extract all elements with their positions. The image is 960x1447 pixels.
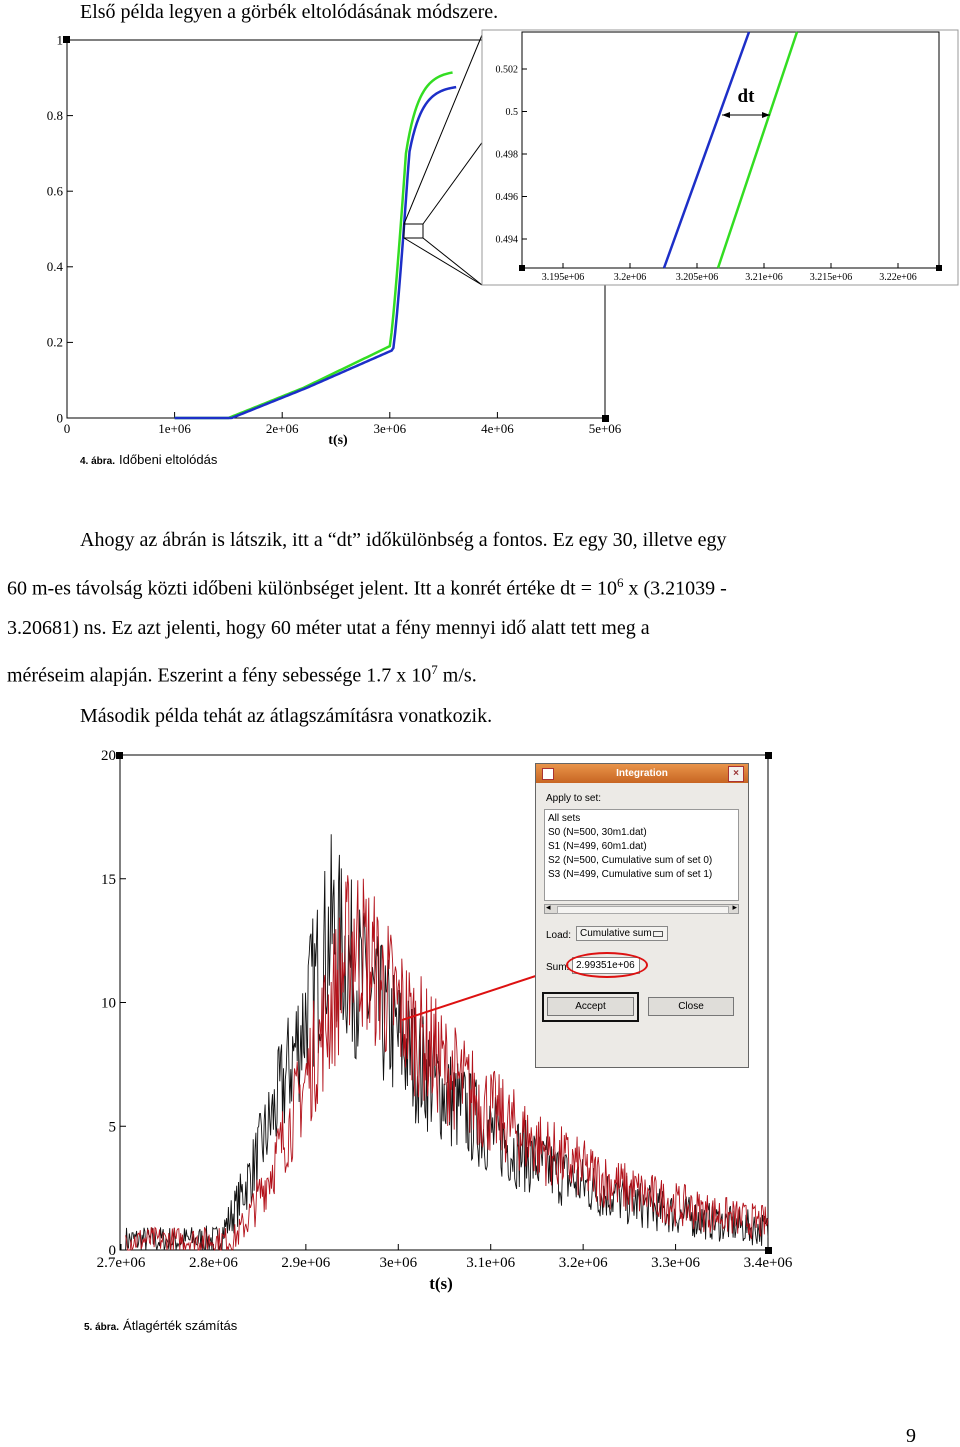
- fig4-ytick-label: 0.4: [46, 259, 63, 275]
- para1-line4: méréseim alapján. Eszerint a fény sebessége 1.7 x $10^7$ m/s.: [7, 662, 477, 687]
- figure-4: [0, 28, 960, 448]
- inset-ytick-label: 0.502: [495, 64, 518, 76]
- load-select[interactable]: Cumulative sum: [576, 926, 668, 941]
- horizontal-scrollbar[interactable]: [544, 904, 739, 914]
- fig4-xtick-label: 0: [63, 421, 71, 436]
- fig4-ytick-label: 0.2: [46, 334, 63, 350]
- fig5-xtick-label: 3.4e+06: [743, 1255, 793, 1271]
- fig5-ytick-label: 0: [108, 1243, 116, 1259]
- fig5-ytick-label: 15: [101, 871, 116, 888]
- fig5-xtick-label: 2.9e+06: [281, 1255, 331, 1271]
- fig4-xlabel: t(s): [328, 433, 348, 448]
- inset-ytick-label: 0.498: [495, 149, 518, 161]
- inset-ytick-label: 0.494: [495, 234, 518, 246]
- sum-label: Sum:: [546, 962, 570, 973]
- inset-plot: [482, 30, 958, 285]
- set-item[interactable]: S3 (N=499, Cumulative sum of set 1): [548, 869, 713, 880]
- para1-line1: Ahogy az ábrán is látszik, itt a “dt” időkülönbség a fontos. Ez egy 30, illetve egy: [80, 529, 727, 551]
- scroll-right-icon[interactable]: ▸: [732, 902, 737, 912]
- scroll-left-icon[interactable]: ◂: [546, 902, 551, 912]
- fig4-ytick-label: 0.8: [46, 107, 63, 123]
- fig4-ytick-label: 0: [56, 410, 63, 426]
- zoom-box: [404, 224, 423, 238]
- dialog-title: Integration: [616, 768, 668, 779]
- fig4-xtick-label: 2e+06: [265, 421, 299, 436]
- inset-xtick-label: 3.2e+06: [613, 272, 647, 283]
- inset-xtick-label: 3.215e+06: [809, 272, 853, 283]
- para2: Második példa tehát az átlagszámításra vonatkozik.: [80, 705, 493, 727]
- load-label: Load:: [546, 930, 572, 941]
- fig5-xtick-label: 2.8e+06: [188, 1255, 238, 1271]
- scroll-thumb[interactable]: [557, 906, 729, 914]
- inset-xtick-label: 3.22e+06: [879, 272, 917, 283]
- fig5-caption-num: 5. ábra.: [84, 1322, 120, 1333]
- dropdown-icon: [653, 931, 663, 937]
- fig5-xtick-label: 3e+06: [379, 1255, 418, 1271]
- fig4-green-series: [175, 72, 453, 418]
- set-item[interactable]: All sets: [548, 813, 581, 824]
- close-button[interactable]: Close: [648, 997, 734, 1016]
- sum-field[interactable]: 2.99351e+06: [572, 957, 640, 974]
- fig4-xtick-label: 3e+06: [373, 421, 407, 436]
- fig4-caption-num: 4. ábra.: [80, 456, 116, 467]
- fig4-xtick-label: 5e+06: [588, 421, 622, 436]
- fig4-ytick-label: 0.6: [46, 183, 63, 199]
- fig5-caption-text: Átlagérték számítás: [123, 1318, 238, 1333]
- dt-annotation: dt: [737, 86, 755, 107]
- integration-dialog: [535, 763, 749, 1068]
- inset-ytick-label: 0.496: [495, 191, 518, 203]
- dialog-titlebar: [536, 764, 748, 783]
- fig4-xtick-label: 1e+06: [158, 421, 191, 436]
- fig5-xtick-label: 2.7e+06: [96, 1255, 146, 1271]
- fig4-ytick-label: 1: [56, 32, 63, 48]
- fig5-ytick-label: 5: [108, 1119, 116, 1136]
- fig5-ytick-label: 10: [101, 995, 116, 1012]
- inset-xtick-label: 3.21e+06: [745, 272, 783, 283]
- fig5-xtick-label: 3.2e+06: [558, 1255, 608, 1271]
- fig5-ytick-label: 20: [101, 748, 116, 764]
- inset-ytick-label: 0.5: [505, 106, 518, 118]
- apply-label: Apply to set:: [546, 793, 602, 804]
- para1-line2: 60 m-es távolság közti időbeni különbséget jelent. Itt a konrét értéke dt = $10^6$ x (3.21039 -: [7, 575, 727, 600]
- sum-highlight: [566, 952, 648, 978]
- fig4-caption: [80, 452, 217, 467]
- intro-text: Első példa legyen a görbék eltolódásának módszere.: [80, 1, 499, 23]
- close-icon[interactable]: ×: [728, 766, 744, 782]
- set-item[interactable]: S2 (N=500, Cumulative sum of set 0): [548, 855, 713, 866]
- inset-xtick-label: 3.195e+06: [541, 272, 585, 283]
- para1-line3: 3.20681) ns. Ez azt jelenti, hogy 60 méter utat a fény mennyi idő alatt tett meg a: [7, 617, 650, 639]
- set-item[interactable]: S1 (N=499, 60m1.dat): [548, 841, 647, 852]
- inset-xtick-label: 3.205e+06: [675, 272, 719, 283]
- figure-5: [0, 740, 960, 1310]
- accept-button[interactable]: Accept: [547, 997, 634, 1016]
- fig4-blue-series: [175, 87, 457, 418]
- fig5-xtick-label: 3.1e+06: [466, 1255, 516, 1271]
- fig5-xtick-label: 3.3e+06: [651, 1255, 701, 1271]
- fig5-caption: [84, 1318, 237, 1333]
- fig4-xtick-label: 4e+06: [481, 421, 514, 436]
- sets-list[interactable]: [544, 809, 739, 901]
- fig4-caption-text: Időbeni eltolódás: [119, 452, 218, 467]
- fig5-xlabel: t(s): [429, 1274, 453, 1293]
- page-number: 9: [906, 1425, 916, 1447]
- set-item[interactable]: S0 (N=500, 30m1.dat): [548, 827, 647, 838]
